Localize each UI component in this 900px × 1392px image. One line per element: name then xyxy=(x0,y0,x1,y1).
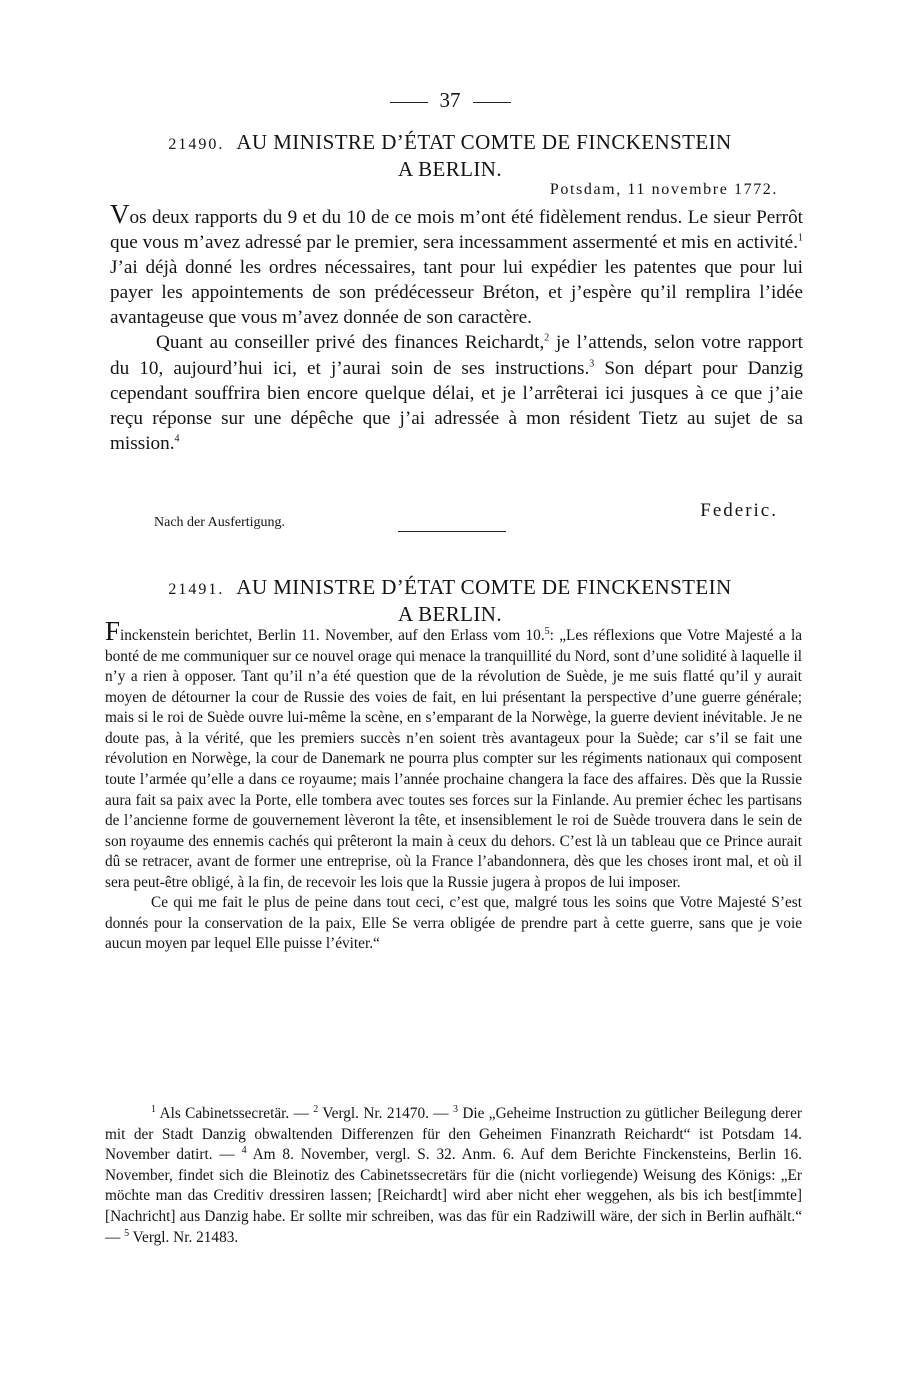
footnote-ref-1: 1 xyxy=(798,232,803,244)
footnote-5-text: Vergl. Nr. 21483. xyxy=(129,1228,239,1246)
letter2-paragraph-2: Ce qui me fait le plus de peine dans tout ceci, c’est que, malgré tous les soins que Votre Majesté S’est donnés pour la conservation de la paix, Elle Se verra obligée de prendre part à cette guerre, sans que je voie aucun moyen par lequel Elle puisse l’éviter.“ xyxy=(105,894,802,953)
letter1-paragraph-1: Vos deux rapports du 9 et du 10 de ce mois m’ont été fidèlement rendus. Le sieur Perrôt que vous m’avez adressé par le premier, sera incessamment assermenté et mis en activité.$^1$ J’ai déjà donné les ordres nécessaires, tant pour lui expédier les patentes que pour lui payer les appointements de son prédécesseur Bréton, et j’espère qu’il remplira l’idée avantageuse que vous m’avez donnée de son caractère. xyxy=(110,199,803,329)
footnote-ref-4: 4 xyxy=(174,433,180,445)
page-number: 37 xyxy=(439,88,461,112)
rule-right xyxy=(473,102,511,103)
footnote-ref-2: 2 xyxy=(544,333,550,345)
letter2-initial: F xyxy=(105,616,121,646)
footnote-ref-3: 3 xyxy=(589,358,595,370)
rule-left xyxy=(390,102,428,103)
footnote-1-text: Als Cabinetssecretär. — xyxy=(156,1105,314,1122)
footnotes xyxy=(105,1104,802,1248)
letter1-heading xyxy=(110,130,790,181)
letter2-heading-line1: AU MINISTRE D’ÉTAT COMTE DE FINCKENSTEIN xyxy=(236,575,732,599)
letter1-number: 21490. xyxy=(168,136,225,153)
letter1-body xyxy=(110,199,803,456)
letter1-initial: V xyxy=(110,199,130,229)
signature: Federic. xyxy=(700,500,778,521)
footnote-4-mark: 4 xyxy=(241,1145,247,1157)
letter1-heading-line1: AU MINISTRE D’ÉTAT COMTE DE FINCKENSTEIN xyxy=(236,130,732,154)
letter2-number: 21491. xyxy=(168,581,225,598)
source-note: Nach der Ausfertigung. xyxy=(154,515,286,530)
section-separator xyxy=(398,531,506,532)
letter2-heading-line2: A BERLIN. xyxy=(398,602,502,626)
footnote-2-text: Vergl. Nr. 21470. — xyxy=(318,1105,453,1122)
letter2-body xyxy=(105,616,802,955)
footnote-3-text: Die „Geheime Instruction zu gütlicher Beilegung derer mit der Stadt Danzig obwaltenden Differenzen für den Geheimen Finanzrath Reichardt“ ist Potsdam 14. November datirt. — xyxy=(105,1105,802,1164)
letter1-paragraph-2: Quant au conseiller privé des finances Reichardt,$^2$ je l’attends, selon votre rapport du 10, aujourd’hui ici, et j’aurai soin de ses instructions.$^3$ Son départ pour Danzig cependant souffrira bien encore quelque délai, et je l’arrêterai ici jusques à ce que j’aie reçu réponse sur une dépêche que j’ai adressée à mon résident Tietz au sujet de sa mission.$^4$ xyxy=(110,332,803,454)
footnote-2-mark: 2 xyxy=(313,1103,319,1115)
letter2-paragraph-1: Finckenstein berichtet, Berlin 11. November, auf den Erlass vom 10.$^5$: „Les réflexions que Votre Majesté a la bonté de me communiquer sur ce nouvel orage qui menace la tranquillité du Nord, sont d’une solidité à laquelle il n’y a rien à opposer. Tant qu’il n’a été question que de la révolution de Suède, je me suis flatté qu’il y aurait moyen de détourner la cour de Russie des voies de fait, en lui présentant la perspective d’une guerre générale; mais si le roi de Suède ouvre lui-même la scène, en s’emparant de la Norwège, la guerre devient inévitable. Je ne doute pas, à la vérité, que les premiers succès n’en soient très avantageux pour la Suède; car s’il se fait une révolution en Norwège, la cour de Danemark ne pourra plus compter sur les régiments nationaux qui composent toute l’armée qu’elle a dans ce royaume; mais l’année prochaine changera la face des affaires. Dès que la Russie aura fait sa paix avec la Porte, elle tombera avec toutes ses forces sur la Finlande. Au premier échec les partisans de l’ancienne forme de gouvernement lèveront la tête, et insensiblement le roi de Suède trouvera dans le sein de son royaume des ennemis cachés qui prêteront la main à ceux du dehors. C’est là un tableau que ce Prince aurait dû se retracer, avant de former une entreprise, où la France l’abandonnera, dès que les choses iront mal, et où il sera peut-être obligé, à la fin, de recevoir les lois que la Russie jugera à propos de lui imposer. xyxy=(105,616,802,891)
page-number-line xyxy=(0,86,900,114)
footnote-5-mark: 5 xyxy=(124,1227,130,1239)
footnote-4-text: Am 8. November, vergl. S. 32. Anm. 6. Auf dem Berichte Finckensteins, Berlin 16. November, findet sich die Bleinotiz des Cabinetssecretärs für die (nicht vorliegende) Weisung des Königs: „Er möchte man das Creditiv dressiren lassen; [Reichardt] wird aber nicht eher weggehen, als bis ich best[immte] [Nachricht] aus Danzig habe. Er sollte mir schreiben, was das für ein Radziwill wäre, der sich in Berlin aufhält.“ — xyxy=(105,1146,802,1246)
letter2-heading xyxy=(110,575,790,626)
footnote-1-mark: 1 xyxy=(151,1103,156,1115)
footnote-3-mark: 3 xyxy=(452,1103,458,1115)
footnote-ref-5: 5 xyxy=(544,625,550,637)
letter1-dateline: Potsdam, 11 novembre 1772. xyxy=(549,181,778,198)
letter1-heading-line2: A BERLIN. xyxy=(398,157,502,181)
